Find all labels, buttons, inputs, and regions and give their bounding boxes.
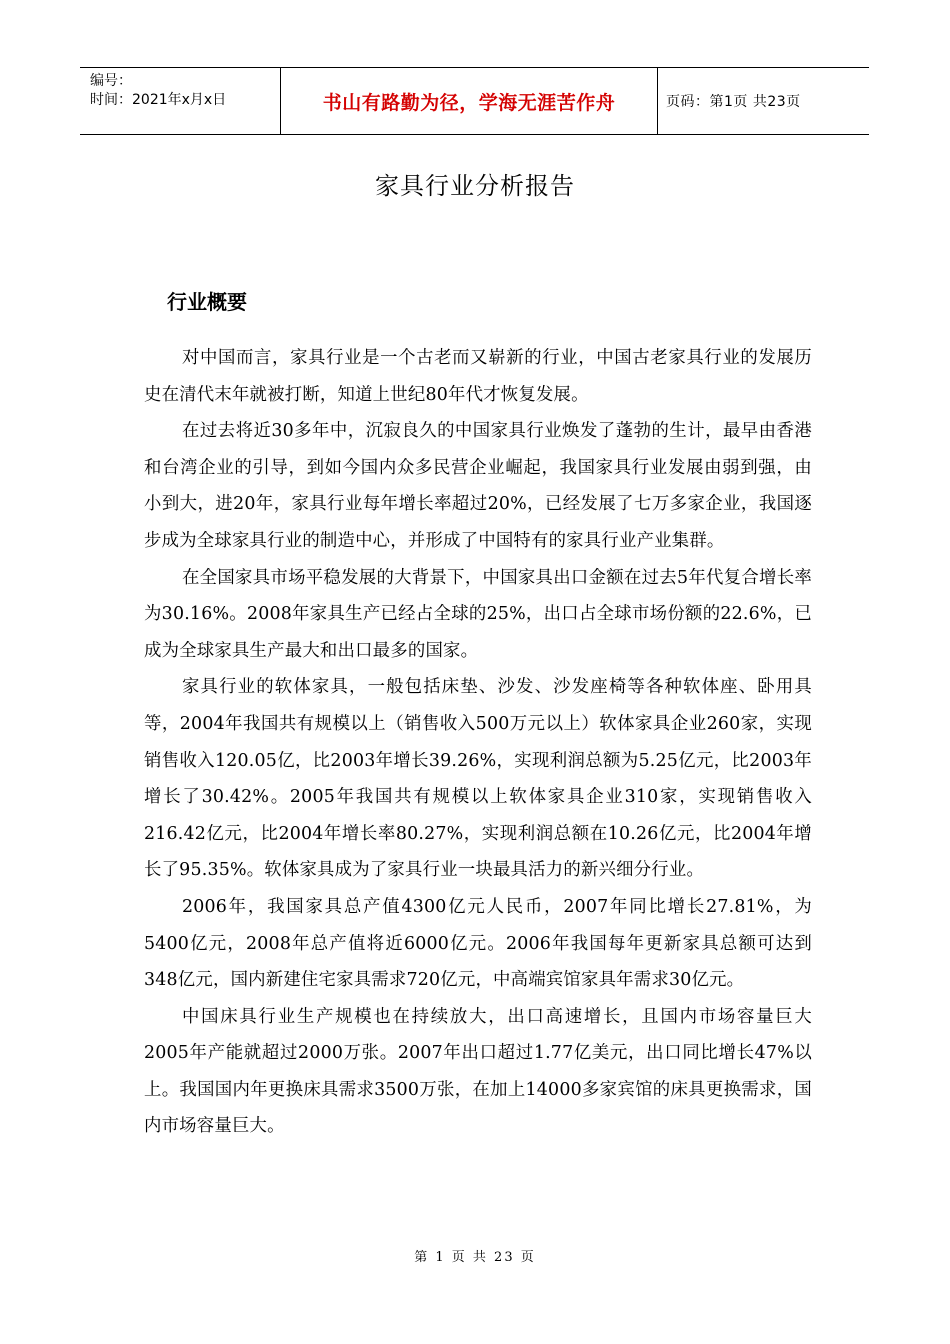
paragraph: 家具行业的软体家具，一般包括床垫、沙发、沙发座椅等各种软体座、卧用具等，2004年我国共有规模以上（销售收入500万元以上）软体家具企业260家，实现销售收入120.05亿，比2003年增长39.26%，实现利润总额为5.25亿元，比2003年增长了30.42%。2005年我国共有规模以上软体家具企业310家，实现销售收入216.42亿元，比2004年增长率80.27%，实现利润总额在10.26亿元，比2004年增长了95.35%。软体家具成为了家具行业一块最具活力的新兴细分行业。	[144, 677, 812, 881]
paragraph: 中国床具行业生产规模也在持续放大，出口高速增长，且国内市场容量巨大 2005年产能就超过2000万张。2007年出口超过1.77亿美元，出口同比增长47%以上。我国国内年更换床具需求3500万张，在加上14000多家宾馆的床具更换需求，国内市场容量巨大。	[144, 1006, 812, 1137]
document-body	[144, 340, 812, 1145]
page-footer: 第 1 页 共 23 页	[414, 1250, 536, 1265]
header-page-number: 页码：第1页 共23页	[666, 94, 801, 110]
paragraph: 对中国而言，家具行业是一个古老而又崭新的行业，中国古老家具行业的发展历史在清代末年就被打断，知道上世纪80年代才恢复发展。	[144, 348, 812, 405]
header-info-cell	[80, 68, 281, 134]
date-text: 时间：2021年x月x日	[90, 92, 227, 108]
serial-label: 编号：	[90, 73, 132, 89]
page-header	[80, 67, 869, 135]
paragraph: 在过去将近30多年中，沉寂良久的中国家具行业焕发了蓬勃的生计，最早由香港和台湾企业的引导，到如今国内众多民营企业崛起，我国家具行业发展由弱到强，由小到大，进20年，家具行业每年增长率超过20%，已经发展了七万多家企业，我国逐步成为全球家具行业的制造中心，并形成了中国特有的家具行业产业集群。	[144, 421, 812, 551]
section-heading: 行业概要	[167, 290, 247, 314]
document-title: 家具行业分析报告	[375, 172, 575, 200]
paragraph: 在全国家具市场平稳发展的大背景下，中国家具出口金额在过去5年代复合增长率为30.16%。2008年家具生产已经占全球的25%，出口占全球市场份额的22.6%，已成为全球家具生产最大和出口最多的国家。	[144, 567, 812, 661]
paragraph: 2006年，我国家具总产值4300亿元人民币，2007年同比增长27.81%，为5400亿元，2008年总产值将近6000亿元。2006年我国每年更新家具总额可达到348亿元，国内新建住宅家具需求720亿元，中高端宾馆家具年需求30亿元。	[144, 896, 812, 991]
header-motto: 书山有路勤为径，学海无涯苦作舟	[281, 68, 658, 134]
